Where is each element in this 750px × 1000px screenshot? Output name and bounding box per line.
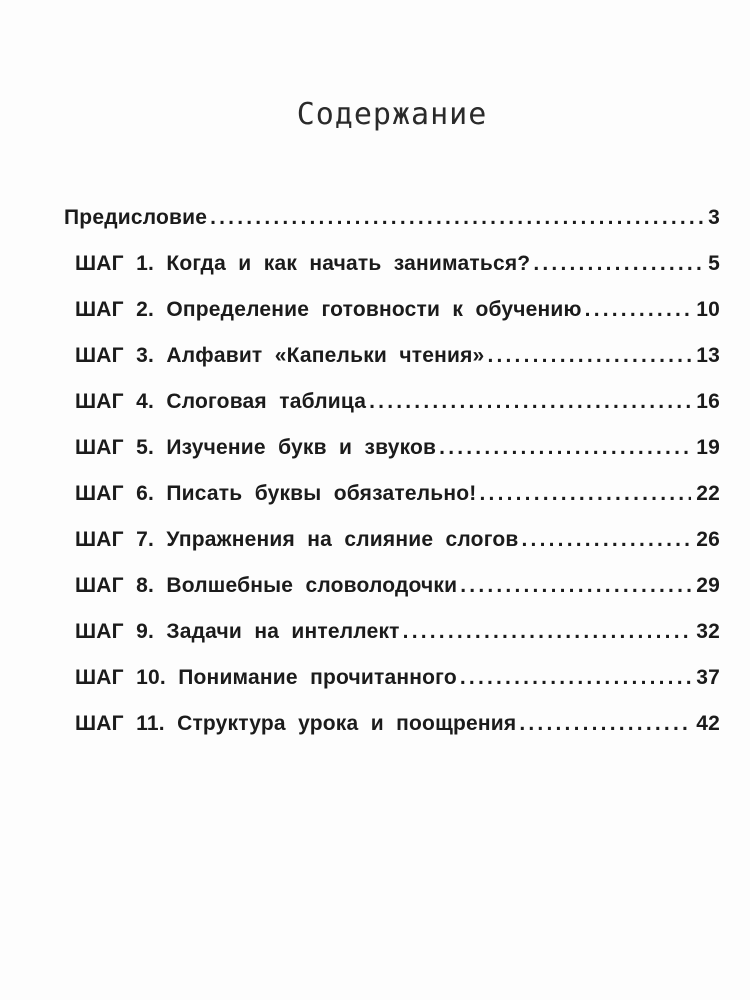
toc-entry	[64, 296, 720, 324]
toc-entry-label: ШАГ 6. Писать буквы обязательно!	[75, 482, 477, 505]
toc-entry-page-number: 26	[696, 528, 720, 551]
toc-entry	[64, 250, 720, 278]
toc-entry-label: ШАГ 7. Упражнения на слияние слогов	[75, 528, 519, 551]
toc-entry-page-number: 19	[696, 436, 720, 459]
dot-leader	[460, 572, 691, 600]
toc-entry	[64, 572, 720, 600]
toc-entry-page-number: 10	[696, 298, 720, 321]
toc-entry	[64, 342, 720, 370]
toc-entry-label: ШАГ 4. Слоговая таблица	[75, 390, 367, 413]
toc-entry	[64, 480, 720, 508]
toc-entry-page-number: 32	[696, 620, 720, 643]
toc-entry-label: ШАГ 11. Структура урока и поощрения	[75, 712, 517, 735]
dot-leader	[519, 710, 691, 738]
toc-entry-label: ШАГ 10. Понимание прочитанного	[75, 666, 457, 689]
dot-leader	[585, 296, 692, 324]
dot-leader	[210, 204, 703, 232]
dot-leader	[460, 664, 691, 692]
toc-entry-page-number: 42	[696, 712, 720, 735]
dot-leader	[487, 342, 691, 370]
toc-entry-page-number: 3	[708, 206, 720, 229]
toc-entry	[64, 204, 720, 232]
toc-entry	[64, 388, 720, 416]
toc-entry	[64, 664, 720, 692]
toc-entry-page-number: 29	[696, 574, 720, 597]
toc-entry	[64, 434, 720, 462]
toc-entry	[64, 526, 720, 554]
dot-leader	[439, 434, 691, 462]
toc-entry-label: Предисловие	[64, 206, 208, 229]
toc-entry	[64, 618, 720, 646]
toc-entry-label: ШАГ 2. Определение готовности к обучению	[75, 298, 582, 321]
page-title: Содержание	[296, 97, 488, 132]
dot-leader	[480, 480, 692, 508]
toc-entry-page-number: 16	[696, 390, 720, 413]
dot-leader	[369, 388, 691, 416]
toc-entry-page-number: 22	[696, 482, 720, 505]
toc-entry-label: ШАГ 9. Задачи на интеллект	[75, 620, 400, 643]
toc-entry	[64, 710, 720, 738]
toc-entry-label: ШАГ 1. Когда и как начать заниматься?	[75, 252, 531, 275]
dot-leader	[522, 526, 692, 554]
toc-entry-label: ШАГ 3. Алфавит «Капельки чтения»	[75, 344, 485, 367]
toc-entry-label: ШАГ 5. Изучение букв и звуков	[75, 436, 437, 459]
dot-leader	[533, 250, 703, 278]
toc-entry-label: ШАГ 8. Волшебные словолодочки	[75, 574, 458, 597]
toc-list	[64, 204, 720, 756]
dot-leader	[403, 618, 692, 646]
toc-entry-page-number: 13	[696, 344, 720, 367]
toc-entry-page-number: 5	[708, 252, 720, 275]
toc-entry-page-number: 37	[696, 666, 720, 689]
